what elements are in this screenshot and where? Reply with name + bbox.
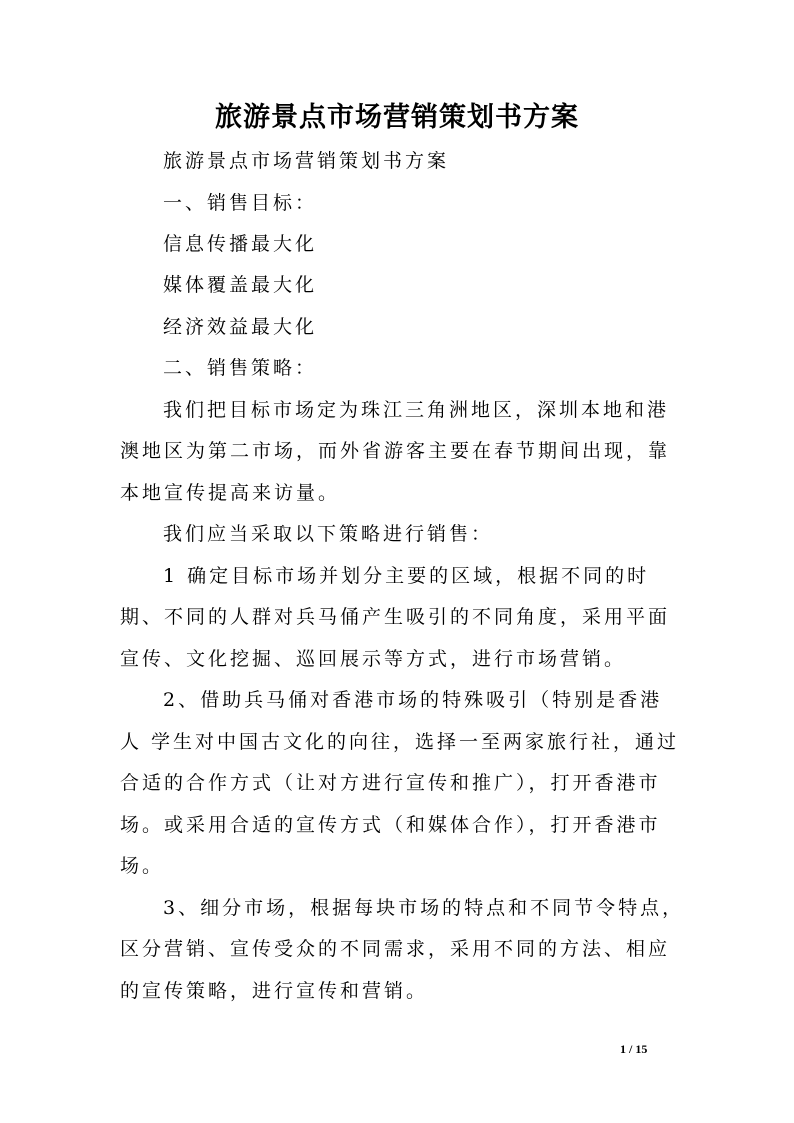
- paragraph-line: 人 学生对中国古文化的向往，选择一至两家旅行社，通过: [120, 731, 680, 753]
- document-subtitle: 旅游景点市场营销策划书方案: [163, 150, 450, 172]
- goal-item: 经济效益最大化: [163, 316, 318, 338]
- section-heading-strategy: 二、销售策略：: [163, 357, 318, 379]
- paragraph-line: 本地宣传提高来访量。: [120, 482, 341, 504]
- paragraph-line: 2、借助兵马俑对香港市场的特殊吸引（特别是香港: [163, 689, 663, 711]
- goal-item: 媒体覆盖最大化: [163, 274, 318, 296]
- paragraph-line: 合适的合作方式（让对方进行宣传和推广），打开香港市: [120, 772, 661, 794]
- goal-item: 信息传播最大化: [163, 233, 318, 255]
- paragraph-line: 区分营销、宣传受众的不同需求，采用不同的方法、相应: [120, 938, 671, 960]
- paragraph-line: 期、不同的人群对兵马俑产生吸引的不同角度，采用平面: [120, 606, 671, 628]
- page-indicator: 1 / 15: [620, 1042, 648, 1056]
- paragraph-line: 场。: [120, 855, 165, 877]
- document-title: 旅游景点市场营销策划书方案: [215, 102, 579, 133]
- paragraph-line: 我们把目标市场定为珠江三角洲地区，深圳本地和港: [163, 399, 670, 421]
- section-heading-goals: 一、销售目标：: [163, 192, 318, 214]
- paragraph-line: 场。或采用合适的宣传方式（和媒体合作），打开香港市: [120, 814, 661, 836]
- paragraph-line: 的宣传策略，进行宣传和营销。: [120, 980, 429, 1002]
- paragraph-line: 宣传、文化挖掘、巡回展示等方式，进行市场营销。: [120, 648, 627, 670]
- paragraph-line: 我们应当采取以下策略进行销售：: [163, 523, 494, 545]
- paragraph-line: 澳地区为第二市场，而外省游客主要在春节期间出现，靠: [120, 440, 671, 462]
- paragraph-line: 3、细分市场，根据每块市场的特点和不同节令特点，: [163, 897, 685, 919]
- paragraph-line: 1 确定目标市场并划分主要的区域，根据不同的时: [163, 565, 650, 587]
